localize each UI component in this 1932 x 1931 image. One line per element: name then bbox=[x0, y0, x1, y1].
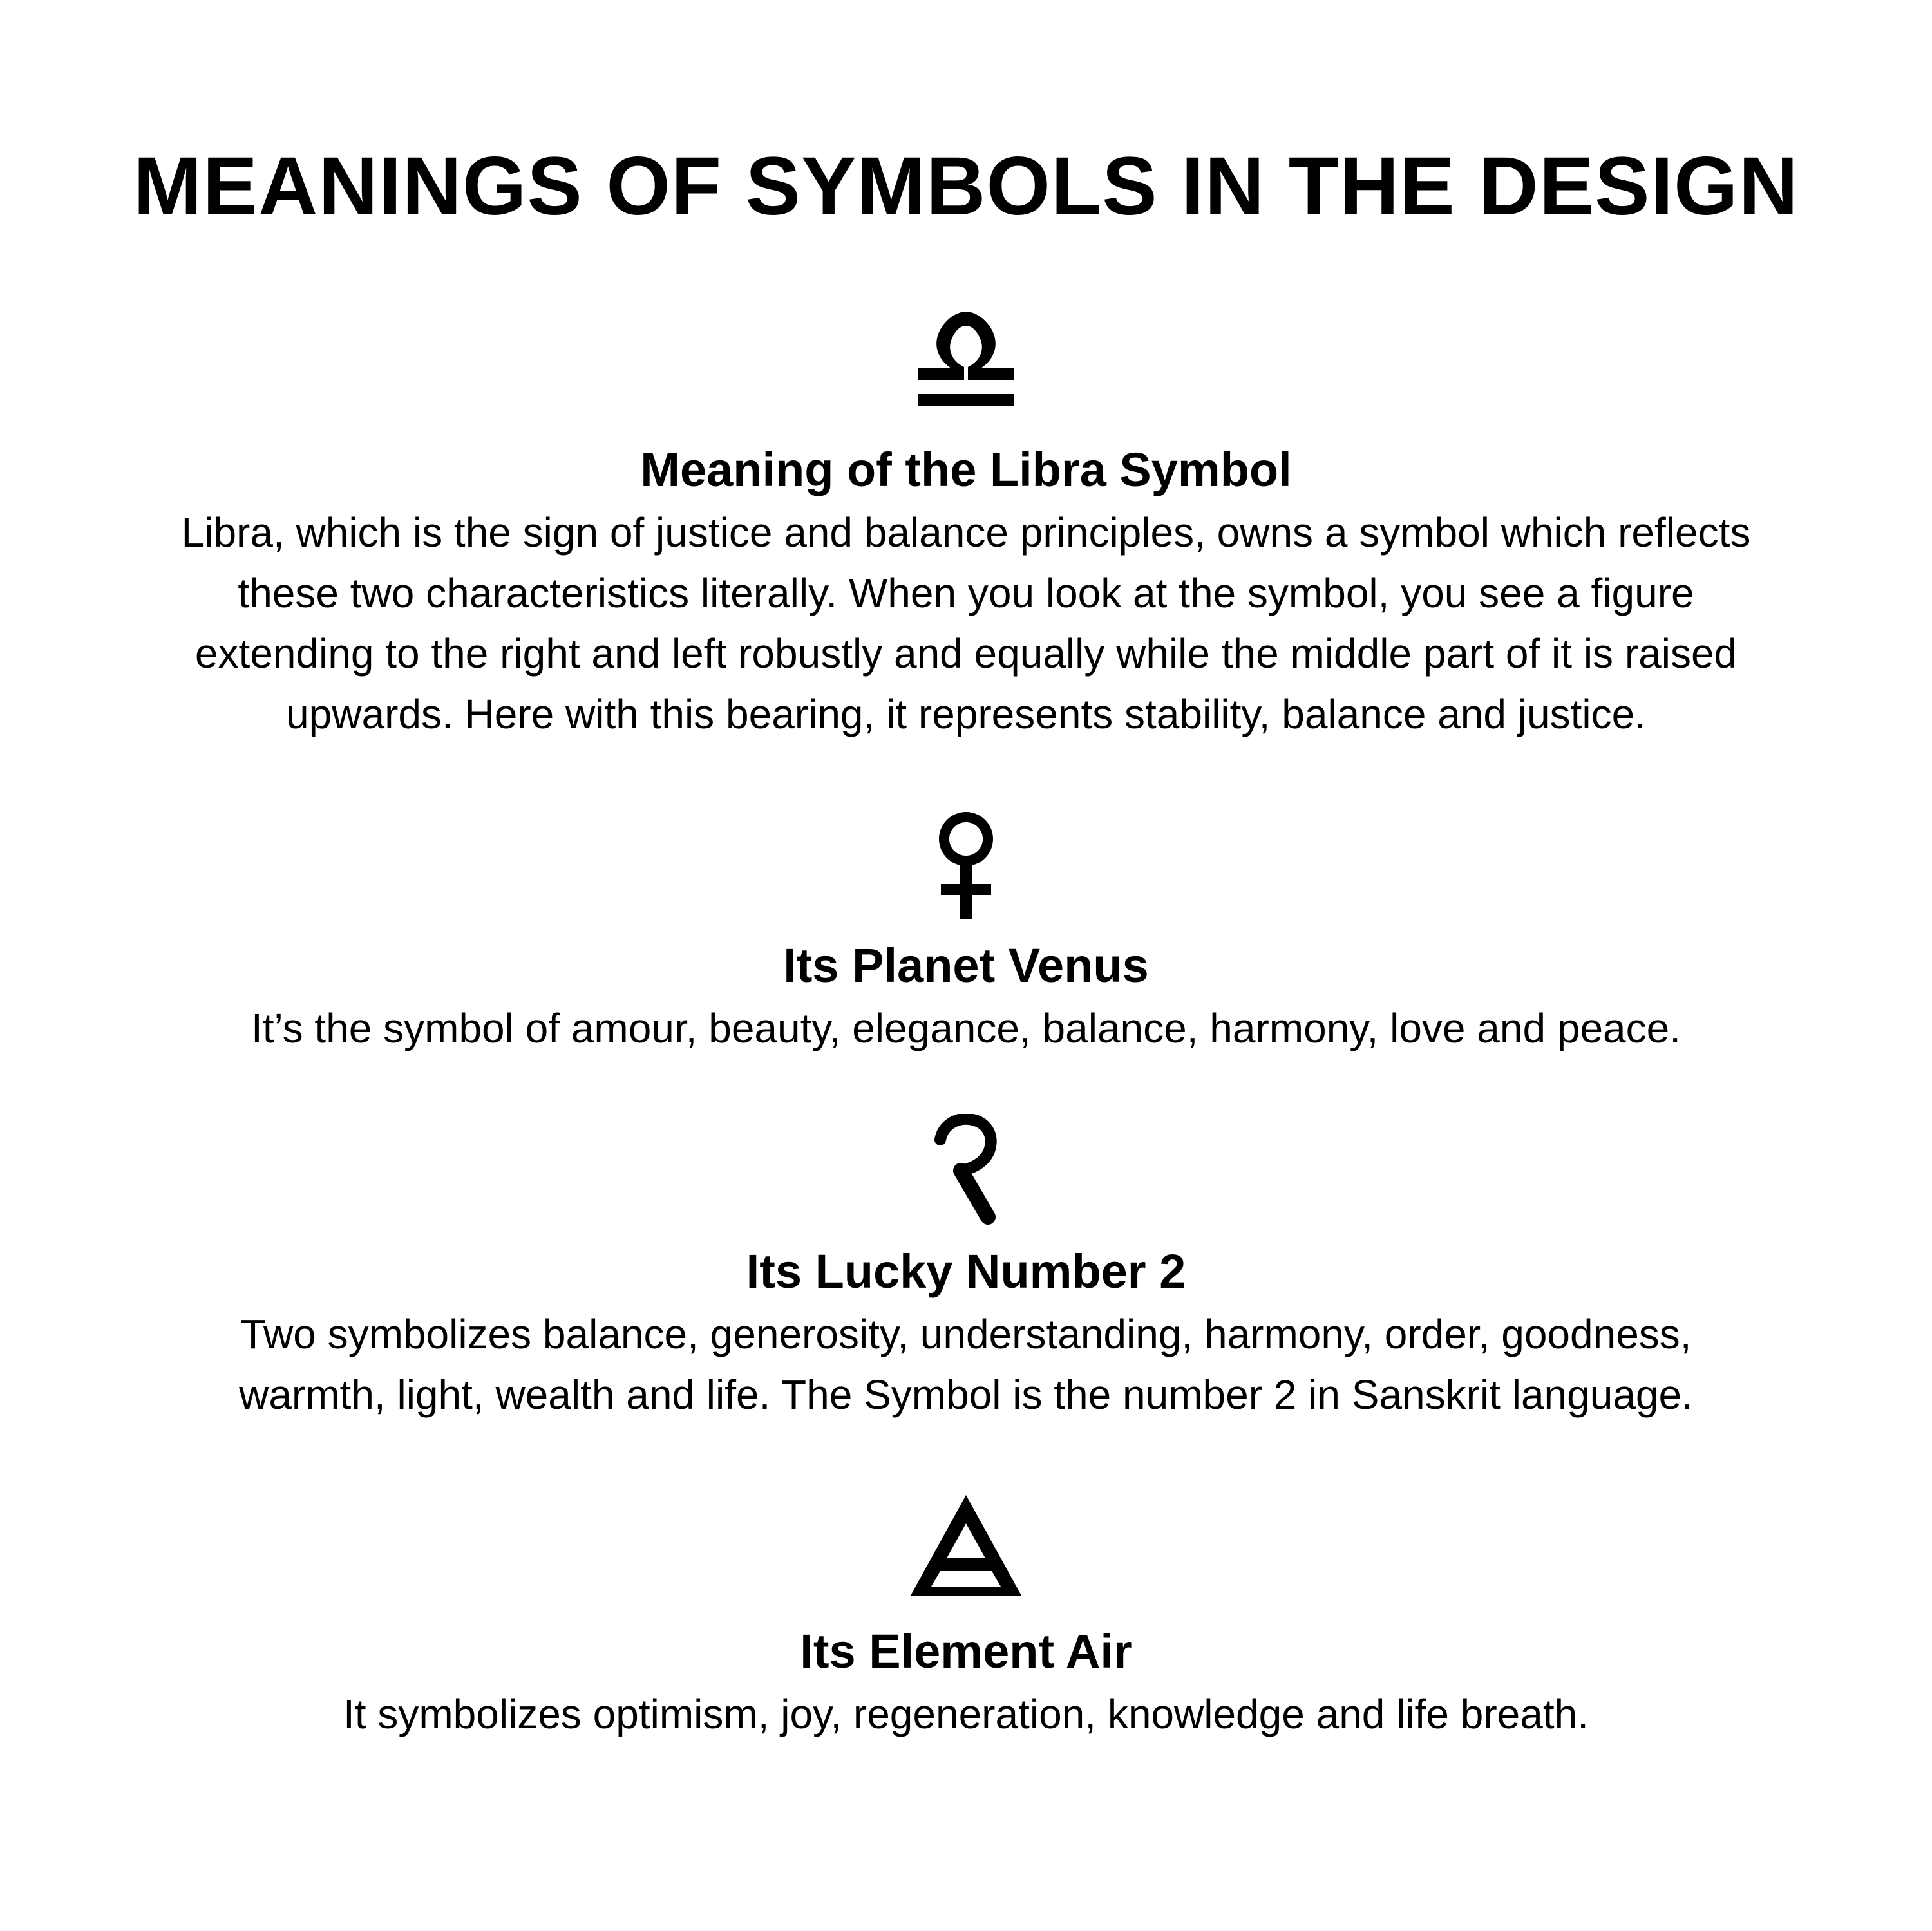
libra-description-line: extending to the right and left robustly and equally while the middle part of it is raised bbox=[194, 630, 1738, 677]
libra-symbol-icon bbox=[869, 303, 1063, 412]
venus-symbol-icon bbox=[869, 808, 1063, 921]
air-description bbox=[97, 1684, 1835, 1744]
lucky-number-heading: Its Lucky Number 2 bbox=[746, 1245, 1186, 1298]
lucky-number-description-line: Two symbolizes balance, generosity, understanding, harmony, order, goodness, bbox=[240, 1311, 1692, 1357]
air-element-icon bbox=[869, 1493, 1063, 1599]
venus-description bbox=[97, 998, 1835, 1059]
libra-description-line: these two characteristics literally. When you look at the symbol, you see a figure bbox=[238, 570, 1694, 616]
venus-description-line: It’s the symbol of amour, beauty, elegance, balance, harmony, love and peace. bbox=[251, 1005, 1681, 1051]
lucky-number-description bbox=[97, 1304, 1835, 1425]
libra-description-line: Libra, which is the sign of justice and balance principles, owns a symbol which reflects bbox=[181, 509, 1751, 556]
page-title: MEANINGS OF SYMBOLS IN THE DESIGN bbox=[133, 140, 1799, 232]
venus-heading: Its Planet Venus bbox=[783, 939, 1149, 992]
air-heading: Its Element Air bbox=[800, 1625, 1132, 1678]
lucky-number-description-line: warmth, light, wealth and life. The Symbol is the number 2 in Sanskrit language. bbox=[239, 1371, 1693, 1418]
air-description-line: It symbolizes optimism, joy, regeneration, knowledge and life breath. bbox=[343, 1691, 1589, 1737]
libra-description bbox=[97, 502, 1835, 744]
libra-heading: Meaning of the Libra Symbol bbox=[640, 443, 1292, 496]
sanskrit-two-icon bbox=[869, 1114, 1063, 1227]
libra-description-line: upwards. Here with this bearing, it represents stability, balance and justice. bbox=[286, 691, 1646, 737]
